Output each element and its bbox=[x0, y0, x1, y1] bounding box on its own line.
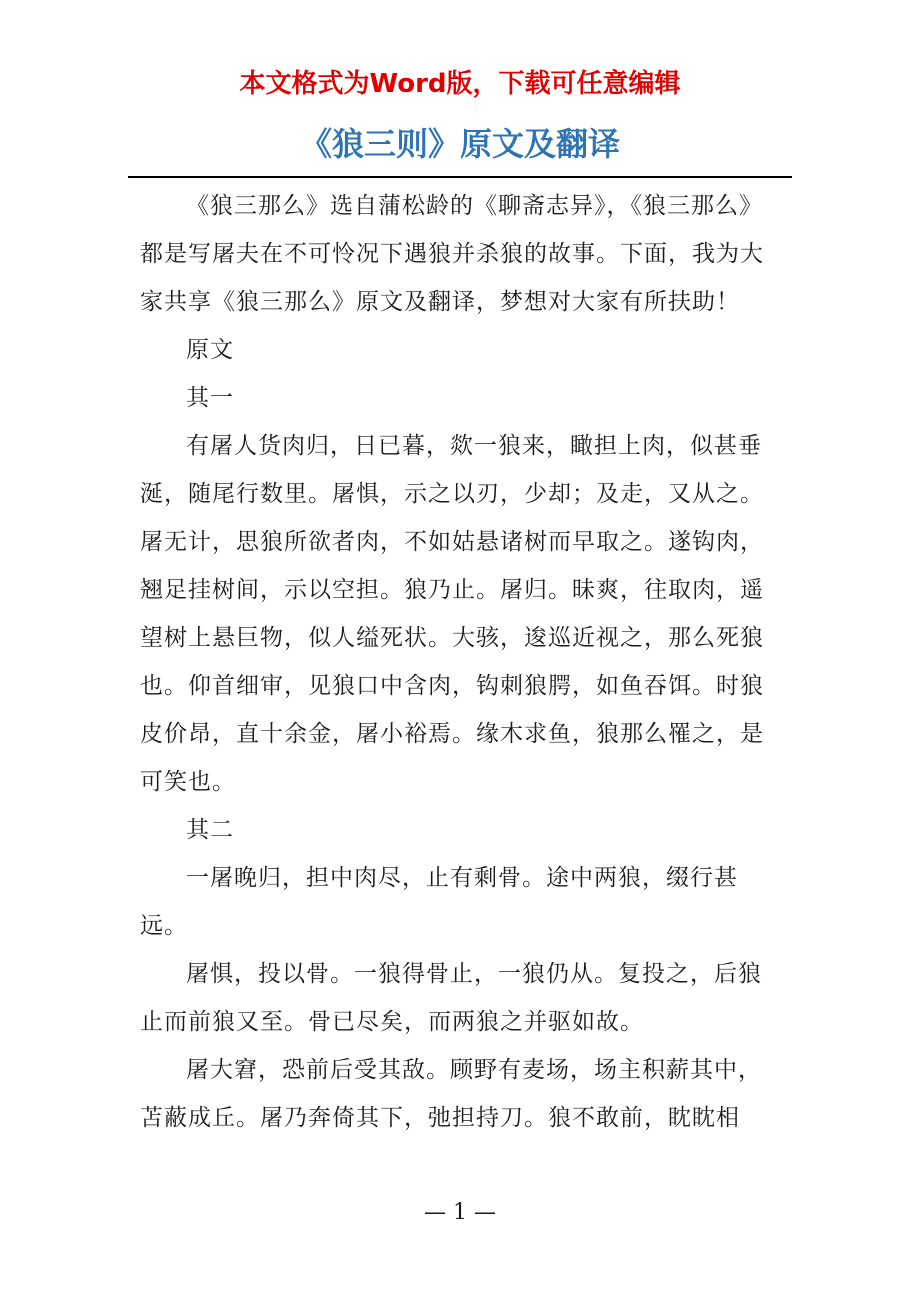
paragraph-part-two-1: 一屠晚归，担中肉尽，止有剩骨。途中两狼，缀行甚远。 bbox=[140, 865, 738, 939]
section-heading-part-two: 其二 bbox=[186, 817, 234, 843]
document-title: 《狼三则》原文及翻译 bbox=[299, 125, 620, 163]
paragraph-part-two-2: 屠惧，投以骨。一狼得骨止，一狼仍从。复投之，后狼止而前狼又至。骨已尽矣，而两狼之并驱如故。 bbox=[140, 961, 762, 1035]
section-heading-original: 原文 bbox=[186, 337, 234, 363]
intro-paragraph: 《狼三那么》选自蒲松龄的《聊斋志异》，《狼三那么》都是写屠夫在不可怜况下遇狼并杀狼的故事。下面，我为大家共享《狼三那么》原文及翻译，梦想对大家有所扶助！ bbox=[140, 193, 764, 315]
format-notice-banner: 本文格式为Word版，下载可任意编辑 bbox=[239, 69, 681, 99]
section-heading-part-one: 其一 bbox=[186, 385, 234, 411]
document-body bbox=[140, 182, 780, 1142]
paragraph-part-one: 有屠人货肉归，日已暮，欻一狼来，瞰担上肉，似甚垂涎，随尾行数里。屠惧，示之以刃，少却；及走，又从之。屠无计，思狼所欲者肉，不如姑悬诸树而早取之。遂钩肉，翘足挂树间，示以空担。狼乃止。屠归。昧爽，往取肉，遥望树上悬巨物，似人缢死状。大骇，逡巡近视之，那么死狼也。仰首细审，见狼口中含肉，钩刺狼腭，如鱼吞饵。时狼皮价昂，直十余金，屠小裕焉。缘木求鱼，狼那么罹之，是可笑也。 bbox=[140, 433, 764, 795]
paragraph-part-two-3: 屠大窘，恐前后受其敌。顾野有麦场，场主积薪其中，苫蔽成丘。屠乃奔倚其下，弛担持刀。狼不敢前，眈眈相 bbox=[140, 1057, 762, 1131]
page-number: — 1 — bbox=[424, 1200, 496, 1225]
title-divider bbox=[128, 176, 792, 178]
